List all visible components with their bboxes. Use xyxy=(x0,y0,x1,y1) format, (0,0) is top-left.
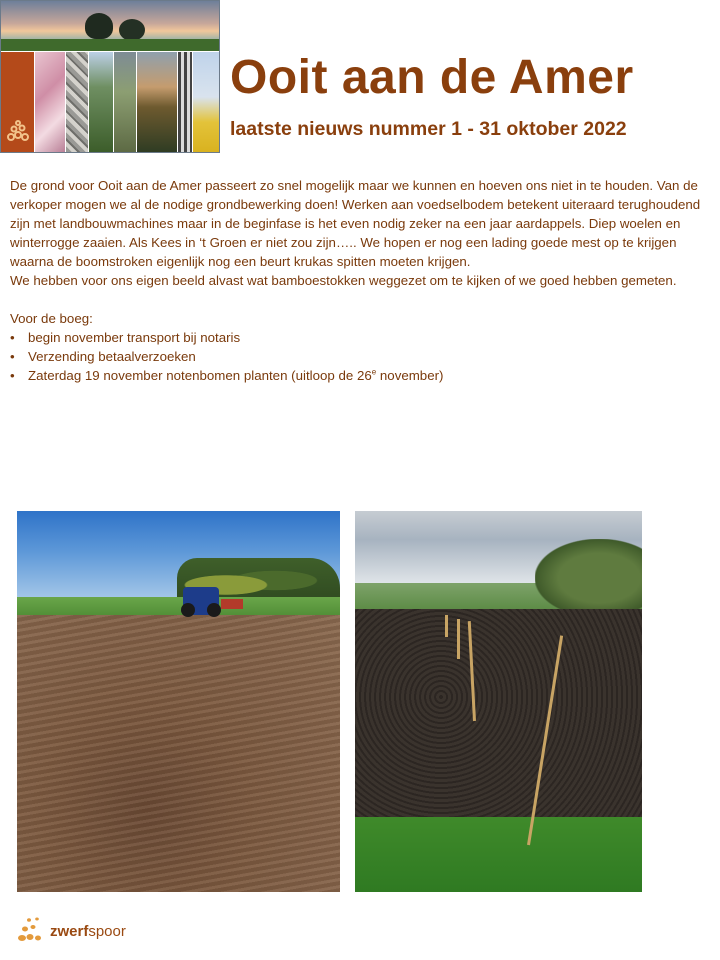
newsletter-body xyxy=(10,176,710,385)
agenda-list xyxy=(10,328,710,385)
agenda-item: • Verzending betaalverzoeken xyxy=(10,347,710,366)
collage-strip-forest xyxy=(89,52,113,152)
header-photo-collage xyxy=(0,0,220,153)
tractor-field-photo xyxy=(17,511,340,892)
agenda-heading: Voor de boeg: xyxy=(10,311,93,326)
collage-strip-flowers xyxy=(193,52,220,152)
collage-strip-river xyxy=(137,52,177,152)
landscape-photo xyxy=(1,1,219,51)
bamboo-sticks-photo xyxy=(355,511,642,892)
page-title: Ooit aan de Amer xyxy=(230,51,634,104)
logo-text-bold: zwerf xyxy=(50,922,89,940)
bamboo-paragraph: We hebben voor ons eigen beeld alvast wat bamboestokken weggezet om te kijken of we goed hebben gemeten. xyxy=(10,273,677,288)
agenda-item: • Zaterdag 19 november notenbomen planten (uitloop de 26e november) xyxy=(10,366,710,385)
footprint-swirl-icon xyxy=(15,911,49,945)
collage-strip-blossom xyxy=(35,52,65,152)
zwerfspoor-logo xyxy=(15,909,126,947)
collage-strip-walker xyxy=(114,52,136,152)
intro-paragraph: De grond voor Ooit aan de Amer passeert zo snel mogelijk maar we kunnen en hoeven ons niet in te houden. Van de verkoper mogen we al de nodige grondbewerking doen! Werken aan voedselbodem betekent uiteraard terughoudend zijn met landbouwmachines maar in de beginfase is het even nodig zeker na een jaar aardappels. Diep woelen en winterrogge zaaien. Als Kees in ‘t Groen er niet zou zijn….. We hopen er nog een lading goede mest op te krijgen waarna de boomstroken eigenlijk nog een beurt krukas spitten moeten krijgen. xyxy=(10,178,701,269)
logo-text-regular: spoor xyxy=(88,922,126,940)
swirl-logo-icon xyxy=(5,119,31,145)
newsletter-subtitle: laatste nieuws nummer 1 - 31 oktober 2022 xyxy=(230,118,627,140)
collage-strip-bark xyxy=(66,52,88,152)
agenda-item: • begin november transport bij notaris xyxy=(10,328,710,347)
collage-strip-birch xyxy=(178,52,192,152)
